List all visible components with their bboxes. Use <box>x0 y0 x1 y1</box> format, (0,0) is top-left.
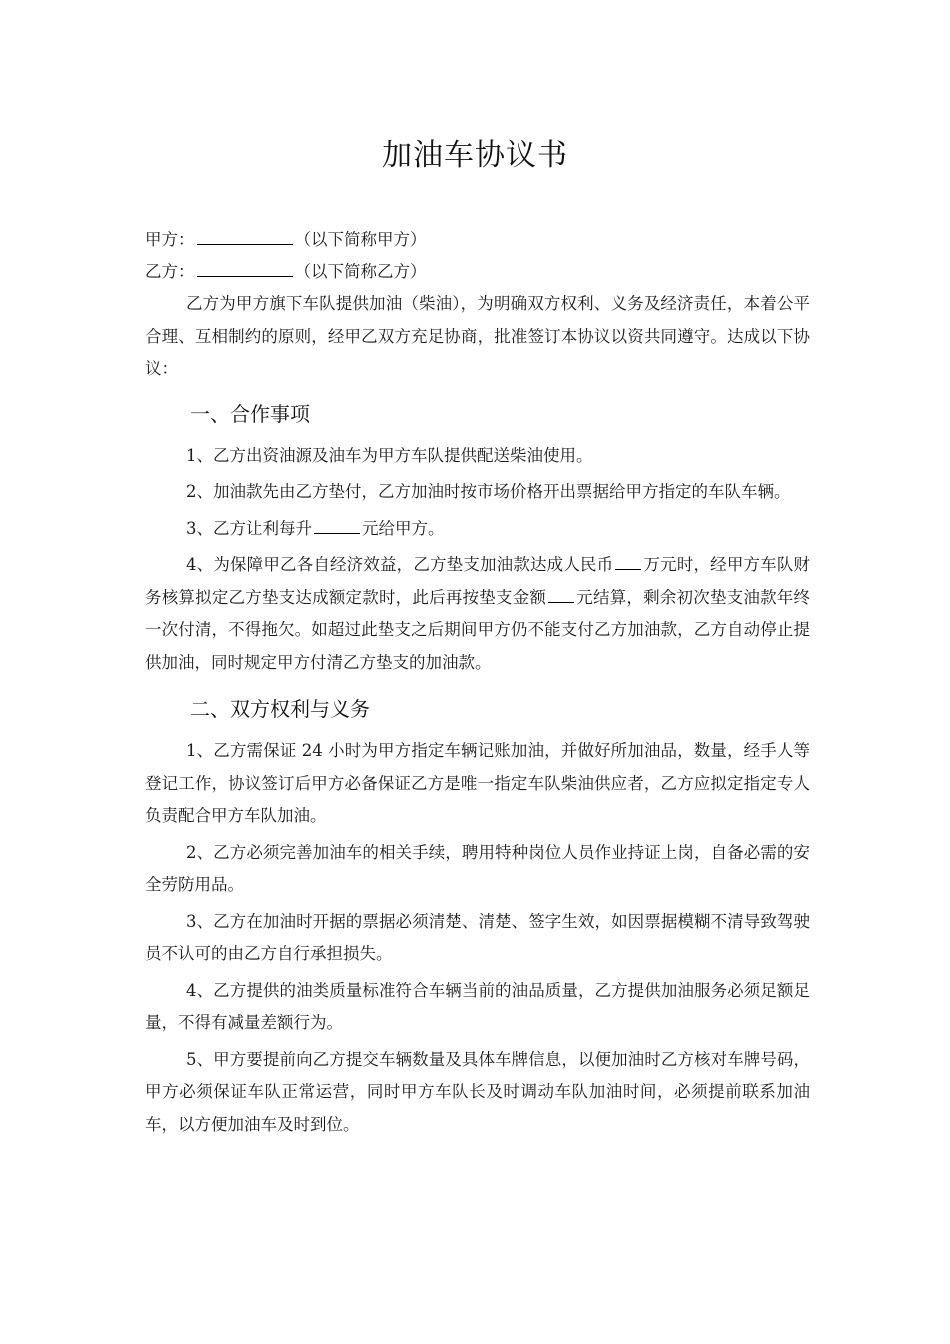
section-1-item-1: 1、乙方出资油源及油车为甲方车队提供配送柴油使用。 <box>186 445 593 465</box>
item-3-text-end: 元给甲方。 <box>362 518 445 538</box>
section-2-item-4: 4、乙方提供的油类质量标准符合车辆当前的油品质量，乙方提供加油服务必须足额足量，不得有减量差额行为。 <box>145 980 810 1032</box>
party-a-label: 甲方： <box>145 230 195 249</box>
party-b-line <box>145 256 810 288</box>
party-b-label: 乙方： <box>145 262 195 281</box>
section-2-item-5: 5、甲方要提前向乙方提交车辆数量及具体车牌信息，以便加油时乙方核对车牌号码，甲方必须保证车队正常运营，同时甲方车队长及时调动车队加油时间，必须提前联系加油车，以方便加油车及时到位。 <box>145 1049 810 1134</box>
party-a-line <box>145 224 810 256</box>
party-a-blank <box>197 228 293 245</box>
document-title: 加油车协议书 <box>382 138 568 173</box>
item-4-text-middle: 万元时，经甲方车队财务核算拟定乙方垫支达成额定款时，此后再按垫支金额 <box>145 555 811 607</box>
section-1-item-3 <box>145 513 810 546</box>
advance-amount-blank <box>615 553 641 570</box>
per-liter-discount-blank <box>314 517 360 534</box>
section-1-item-2: 2、加油款先由乙方垫付，乙方加油时按市场价格开出票据给甲方指定的车队车辆。 <box>186 482 791 501</box>
section-2-item-2: 2、乙方必须完善加油车的相关手续，聘用特种岗位人员作业持证上岗，自备必需的安全劳防用品。 <box>145 842 810 894</box>
party-b-note: （以下简称乙方） <box>294 262 427 281</box>
section-1-item-4 <box>145 549 810 679</box>
settlement-amount-blank <box>548 586 574 603</box>
section-2-item-3: 3、乙方在加油时开据的票据必须清楚、清楚、签字生效，如因票据模糊不清导致驾驶员不认可的由乙方自行承担损失。 <box>145 911 810 963</box>
item-3-text-start: 3、乙方让利每升 <box>186 518 312 538</box>
section-2-item-1: 1、乙方需保证 24 小时为甲方指定车辆记账加油，并做好所加油品，数量，经手人等登记工作，协议签订后甲方必备保证乙方是唯一指定车队柴油供应者，乙方应拟定指定专人负责配合甲方车队加油。 <box>145 741 810 825</box>
section-2-heading: 二、双方权利与义务 <box>190 697 370 721</box>
party-a-note: （以下简称甲方） <box>294 230 427 249</box>
party-b-blank <box>197 260 293 277</box>
item-4-text-start: 4、为保障甲乙各自经济效益，乙方垫支加油款达成人民币 <box>186 555 614 574</box>
item-4-text-end: 元结算，剩余初次垫支油款年终一次付清，不得拖欠。如超过此垫支之后期间甲方仍不能支付乙方加油款，乙方自动停止提供加油，同时规定甲方付清乙方垫支的加油款。 <box>145 587 811 672</box>
section-1-heading: 一、合作事项 <box>190 401 310 426</box>
document-body <box>145 224 810 1141</box>
intro-paragraph: 乙方为甲方旗下车队提供加油（柴油），为明确双方权利、义务及经济责任，本着公平合理、互相制约的原则，经甲乙双方充足协商，批准签订本协议以资共同遵守。达成以下协议： <box>145 294 810 378</box>
